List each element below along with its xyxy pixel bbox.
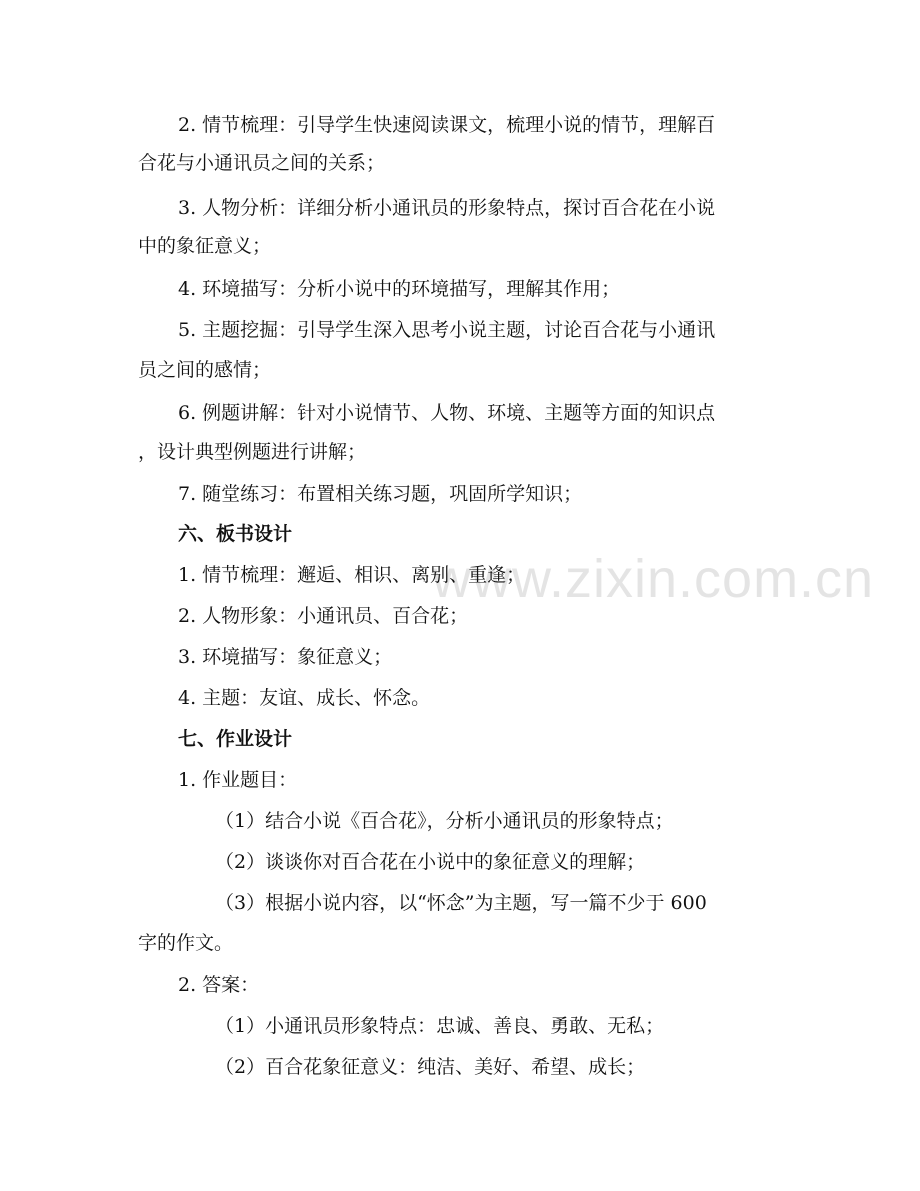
text-line: 2. 人物形象：小通讯员、百合花；	[178, 605, 469, 627]
text-line: 员之间的感情；	[138, 359, 272, 381]
text-line: 合花与小通讯员之间的关系；	[138, 152, 386, 174]
text-line: 2. 情节梳理：引导学生快速阅读课文，梳理小说的情节，理解百	[178, 114, 716, 136]
text-line: 2. 答案：	[178, 974, 260, 996]
text-line: 1. 作业题目：	[178, 769, 298, 791]
text-line: 字的作文。	[138, 932, 234, 954]
section-heading: 六、板书设计	[178, 523, 293, 545]
text-line: 6. 例题讲解：针对小说情节、人物、环境、主题等方面的知识点	[178, 402, 716, 424]
text-line: 4. 环境描写：分析小说中的环境描写，理解其作用；	[178, 278, 621, 300]
text-line: （2）百合花象征意义：纯洁、美好、希望、成长；	[215, 1056, 646, 1078]
text-line: 7. 随堂练习：布置相关练习题，巩固所学知识；	[178, 483, 583, 505]
text-line: 3. 人物分析：详细分析小通讯员的形象特点，探讨百合花在小说	[178, 197, 716, 219]
text-line: （3）根据小说内容，以“怀念”为主题，写一篇不少于 600	[215, 892, 707, 914]
text-line: 5. 主题挖掘：引导学生深入思考小说主题，讨论百合花与小通讯	[178, 319, 716, 341]
text-line: （1）小通讯员形象特点：忠诚、善良、勇敢、无私；	[215, 1015, 665, 1037]
watermark: www.zixin.com.cn	[432, 549, 875, 609]
text-line: （1）结合小说《百合花》，分析小通讯员的形象特点；	[215, 810, 674, 832]
section-heading: 七、作业设计	[178, 728, 293, 750]
text-line: 中的象征意义；	[138, 235, 272, 257]
text-line: （2）谈谈你对百合花在小说中的象征意义的理解；	[215, 851, 646, 873]
text-line: 4. 主题：友谊、成长、怀念。	[178, 687, 431, 709]
text-line: ，设计典型例题进行讲解；	[138, 441, 367, 463]
text-line: 1. 情节梳理：邂逅、相识、离别、重逢；	[178, 564, 526, 586]
text-line: 3. 环境描写：象征意义；	[178, 646, 393, 668]
